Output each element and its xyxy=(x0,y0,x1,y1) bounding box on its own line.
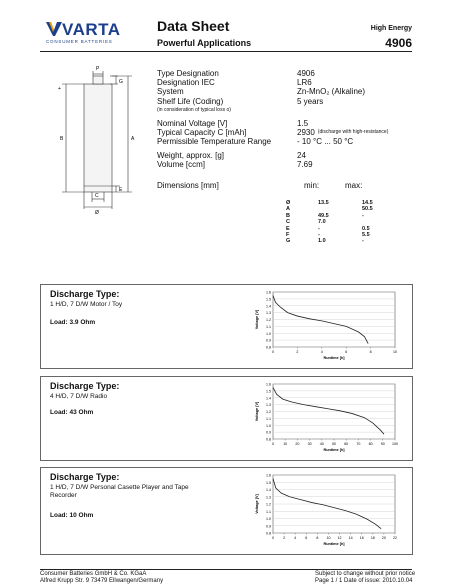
y-tick-label: 1.0 xyxy=(266,517,271,521)
spec-table xyxy=(157,69,417,169)
dimension-min: 7.0 xyxy=(318,219,326,226)
spec-value: Zn-MnO₂ (Alkaline) xyxy=(297,87,366,97)
spec-value: 1.5 xyxy=(297,119,309,129)
varta-v-icon xyxy=(46,22,62,36)
dimension-max: - xyxy=(362,212,364,219)
dimension-max: 50.5 xyxy=(362,206,373,213)
discharge-panel-1 xyxy=(40,284,413,369)
dimension-min: 13.5 xyxy=(318,200,329,206)
x-tick-label: 30 xyxy=(307,442,312,446)
x-tick-label: 0 xyxy=(272,536,274,540)
dimension-min: 1.0 xyxy=(318,238,326,245)
dimension-max: 14.5 xyxy=(362,200,373,206)
y-tick-label: 0.9 xyxy=(266,524,271,529)
footer-right xyxy=(315,571,415,585)
varta-logo xyxy=(44,20,128,48)
dimension-min: - xyxy=(318,232,320,239)
spec-value: 7.69 xyxy=(297,159,313,169)
x-tick-label: 22 xyxy=(393,536,397,540)
spec-label: Type Designation xyxy=(157,69,219,78)
dimension-max: 5.5 xyxy=(362,232,370,239)
y-tick-label: 0.9 xyxy=(266,430,271,435)
discharge-title: Discharge Type: xyxy=(50,381,120,391)
spec-label: Shelf Life (Coding) xyxy=(157,96,224,106)
y-tick-label: 1.5 xyxy=(266,297,271,302)
y-axis-label: Voltage [V] xyxy=(255,401,259,422)
spec-label: Typical Capacity C [mAh] xyxy=(157,128,247,138)
battery-drawing xyxy=(48,64,148,214)
spec-value: - 10 °C ... 50 °C xyxy=(297,137,354,147)
dim-label-c: C xyxy=(95,193,99,199)
x-tick-label: 90 xyxy=(380,442,385,446)
notice-text: Subject to change without prior notice xyxy=(315,571,416,577)
discharge-description: 1 H/D, 7 D/W Personal Casette Player and Tape Recorder xyxy=(50,484,189,499)
dimension-min: 49.5 xyxy=(318,212,329,219)
x-tick-label: 50 xyxy=(332,442,336,446)
dim-label-g: G xyxy=(119,79,123,85)
spec-label: (in consideration of typical loss o) xyxy=(157,106,231,113)
y-tick-label: 1.1 xyxy=(266,324,271,329)
spec-label: Weight, approx. [g] xyxy=(157,150,224,160)
x-axis-label: Runtime [h] xyxy=(323,448,345,452)
spec-label: Designation IEC xyxy=(157,78,215,88)
discharge-load: Load: 3.9 Ohm xyxy=(50,319,96,326)
spec-row xyxy=(157,97,417,106)
y-tick-label: 1.6 xyxy=(266,382,271,387)
y-tick-label: 1.2 xyxy=(266,502,271,507)
spec-value: 24 xyxy=(297,150,306,160)
x-tick-label: 20 xyxy=(381,536,386,540)
y-tick-label: 1.3 xyxy=(266,403,271,408)
plus-label: + xyxy=(58,86,61,92)
x-tick-label: 12 xyxy=(337,536,342,540)
footer-divider xyxy=(40,569,412,570)
y-tick-label: 1.0 xyxy=(266,423,271,428)
spec-row xyxy=(157,119,417,128)
x-tick-label: 2 xyxy=(296,350,299,354)
x-tick-label: 2 xyxy=(283,536,286,540)
x-tick-label: 10 xyxy=(326,536,331,540)
y-tick-label: 1.6 xyxy=(266,290,271,295)
dimension-row xyxy=(286,238,373,244)
discharge-panel-2 xyxy=(40,376,413,461)
spec-label: Nominal Voltage [V] xyxy=(157,119,228,129)
spec-value: LR6 xyxy=(297,78,312,88)
page-title: Data Sheet xyxy=(157,18,230,34)
x-tick-label: 100 xyxy=(392,442,398,446)
y-tick-label: 1.6 xyxy=(266,473,271,478)
x-tick-label: 80 xyxy=(368,442,373,446)
spec-row xyxy=(157,69,417,78)
issue-date: Page 1 / 1 Date of issue: 2010.10.04 xyxy=(315,578,413,584)
discharge-load: Load: 10 Ohm xyxy=(50,512,94,519)
brand-name: VARTA xyxy=(62,20,121,39)
discharge-title: Discharge Type: xyxy=(50,289,120,299)
y-axis-label: Voltage [V] xyxy=(255,309,259,330)
dimension-key: C xyxy=(286,219,290,226)
x-tick-label: 6 xyxy=(305,536,308,540)
spec-row xyxy=(157,106,417,115)
model-number: 4906 xyxy=(385,36,412,50)
y-tick-label: 1.4 xyxy=(266,488,271,492)
dim-label-b: B xyxy=(60,136,64,142)
x-tick-label: 18 xyxy=(370,536,375,540)
x-tick-label: 10 xyxy=(393,350,397,354)
x-tick-label: 8 xyxy=(316,536,319,540)
spec-label: Permissible Temperature Range xyxy=(157,137,272,147)
x-axis-label: Runtime [h] xyxy=(323,356,345,360)
spec-row xyxy=(157,151,417,160)
y-tick-label: 1.1 xyxy=(266,416,271,421)
discharge-load: Load: 43 Ohm xyxy=(50,409,94,416)
dimension-key: A xyxy=(286,206,290,213)
x-tick-label: 20 xyxy=(295,442,300,446)
dimension-key: G xyxy=(286,238,291,245)
dimension-key: F xyxy=(286,232,290,239)
y-tick-label: 1.2 xyxy=(266,410,271,414)
y-tick-label: 1.4 xyxy=(266,396,271,401)
discharge-description: 4 H/D, 7 D/W Radio xyxy=(50,393,108,400)
x-tick-label: 0 xyxy=(272,442,274,446)
y-tick-label: 0.8 xyxy=(266,345,271,350)
x-tick-label: 10 xyxy=(283,442,288,446)
brand-subtitle: CONSUMER BATTERIES xyxy=(46,39,113,44)
dimensions-heading: Dimensions [mm] xyxy=(157,181,219,190)
dimension-max: 0.5 xyxy=(362,225,370,232)
y-tick-label: 1.2 xyxy=(266,318,271,322)
footer-left xyxy=(40,571,163,585)
dim-label-diameter: Ø xyxy=(95,210,99,214)
discharge-title: Discharge Type: xyxy=(50,472,120,482)
spec-row xyxy=(157,160,417,169)
x-tick-label: 4 xyxy=(320,350,323,354)
category-label: High Energy xyxy=(370,25,412,32)
x-tick-label: 0 xyxy=(272,350,274,354)
y-tick-label: 0.9 xyxy=(266,338,271,343)
x-tick-label: 14 xyxy=(348,536,353,540)
dimensions-table xyxy=(286,200,373,245)
spec-row xyxy=(157,87,417,96)
spec-value: 5 years xyxy=(297,96,324,106)
x-tick-label: 40 xyxy=(319,442,324,446)
spec-label: System xyxy=(157,87,184,97)
page-subtitle: Powerful Applications xyxy=(157,38,252,48)
x-tick-label: 8 xyxy=(369,350,372,354)
x-tick-label: 16 xyxy=(359,536,364,540)
dimension-max: - xyxy=(362,238,364,245)
dimensions-min-label: min: xyxy=(304,181,320,190)
discharge-chart-2 xyxy=(251,380,401,457)
company-address: Alfred Krupp Str. 9 73479 Ellwangen/Germany xyxy=(40,578,164,584)
discharge-panel-3 xyxy=(40,467,413,555)
spec-row xyxy=(157,137,417,146)
x-tick-label: 70 xyxy=(356,442,361,446)
spec-note: (discharge with high-resistance) xyxy=(317,129,389,136)
y-tick-label: 1.3 xyxy=(266,495,271,500)
dim-label-e: E xyxy=(119,187,123,193)
y-tick-label: 1.3 xyxy=(266,311,271,316)
y-tick-label: 1.5 xyxy=(266,480,271,485)
y-tick-label: 1.0 xyxy=(266,331,271,336)
y-axis-label: Voltage [V] xyxy=(255,494,259,514)
x-axis-label: Runtime [h] xyxy=(323,542,345,546)
dimension-key: E xyxy=(286,225,290,232)
discharge-chart-1 xyxy=(251,288,401,365)
x-tick-label: 4 xyxy=(294,536,297,540)
discharge-chart-3 xyxy=(251,471,401,551)
y-tick-label: 1.1 xyxy=(266,509,271,514)
x-tick-label: 6 xyxy=(345,350,348,354)
spec-label: Volume [ccm] xyxy=(157,159,206,169)
y-tick-label: 0.8 xyxy=(266,437,271,442)
dimension-min: - xyxy=(318,225,320,232)
dimension-key: Ø xyxy=(286,200,291,206)
spec-value: 2930 xyxy=(297,128,315,138)
y-tick-label: 0.8 xyxy=(266,531,271,536)
dimension-key: B xyxy=(286,212,290,219)
discharge-description: 1 H/D, 7 D/W Motor / Toy xyxy=(50,301,123,308)
y-tick-label: 1.5 xyxy=(266,389,271,394)
header-divider xyxy=(40,51,412,52)
x-tick-label: 60 xyxy=(344,442,349,446)
spec-row xyxy=(157,78,417,87)
spec-value: 4906 xyxy=(297,69,315,78)
dimensions-max-label: max: xyxy=(345,181,363,190)
y-tick-label: 1.4 xyxy=(266,304,271,309)
spec-row xyxy=(157,128,417,137)
company-name: Consumer Batteries GmbH & Co. KGaA xyxy=(40,571,147,577)
dim-label-p: P xyxy=(96,66,100,72)
dim-label-a: A xyxy=(131,136,135,142)
